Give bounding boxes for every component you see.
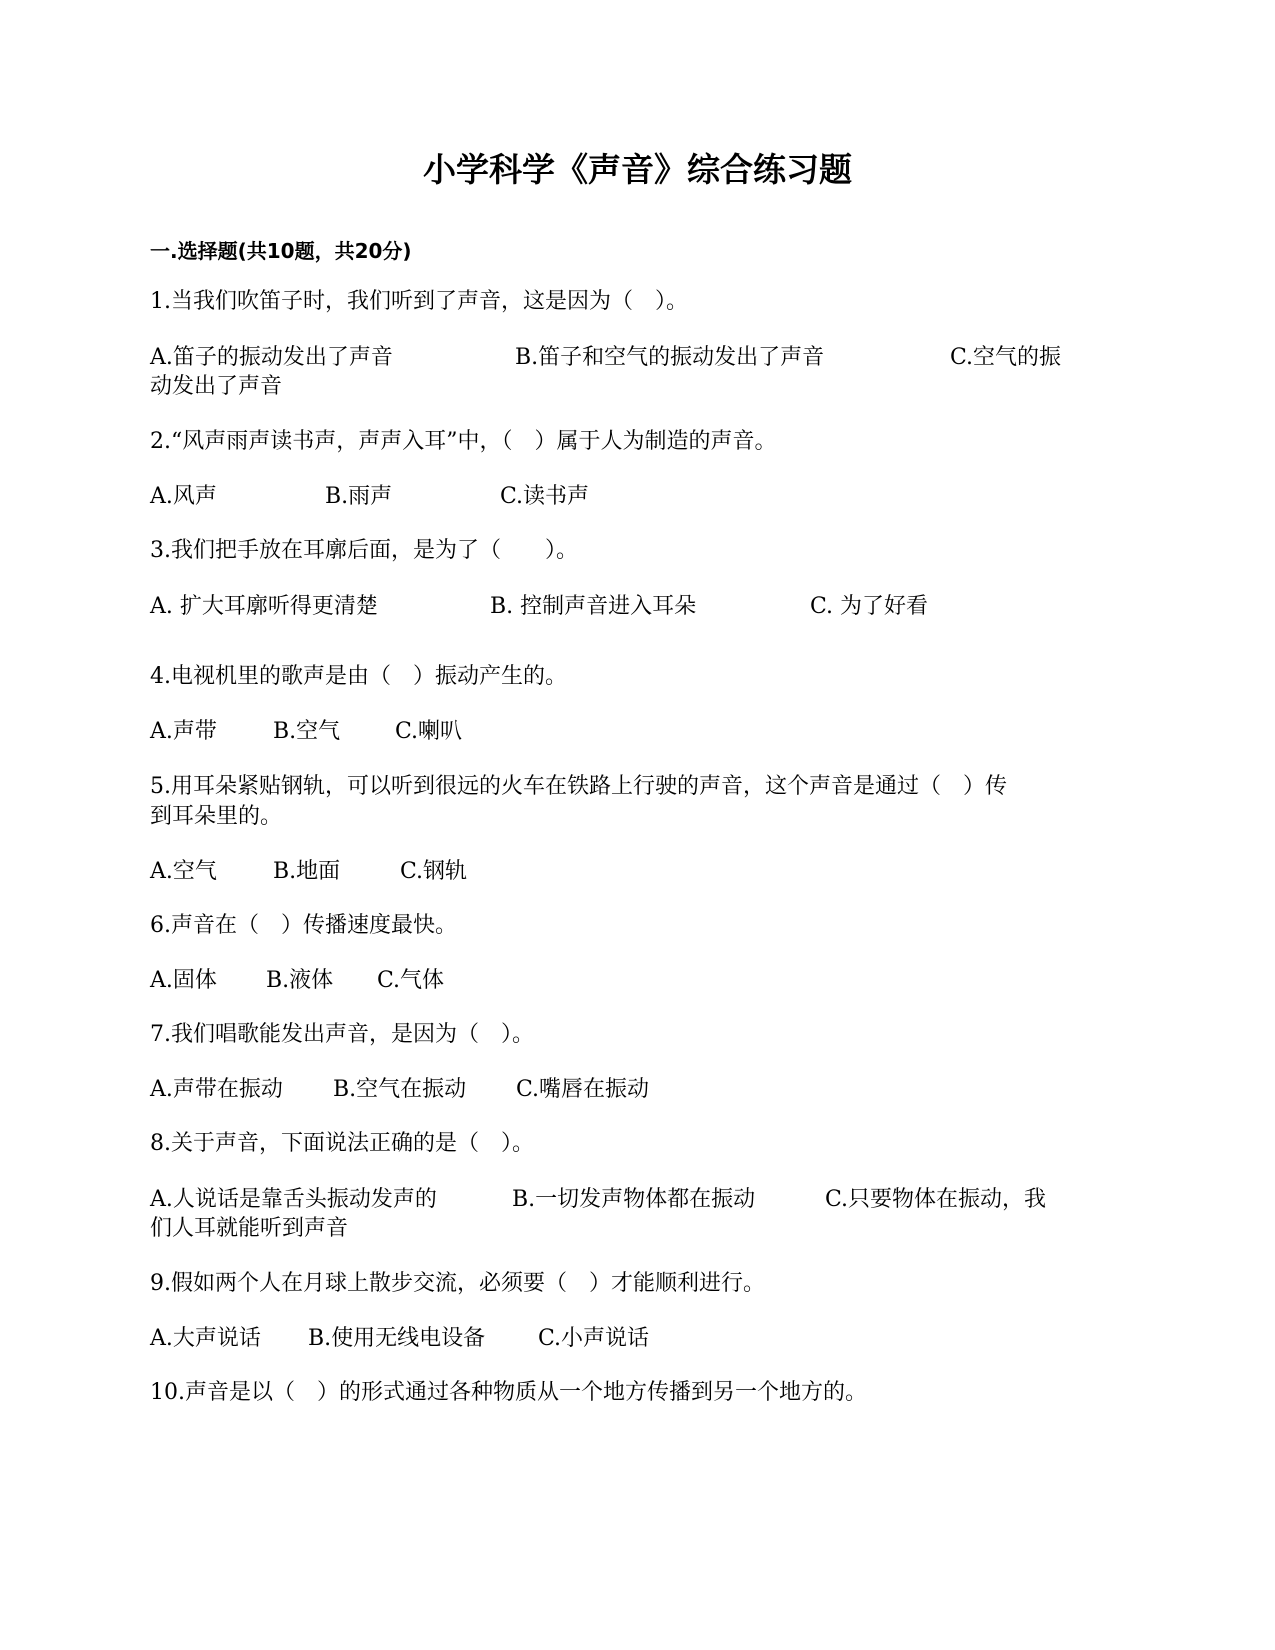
question-7-option-b: B.空气在振动 bbox=[333, 1077, 467, 1102]
question-9-option-b: B.使用无线电设备 bbox=[308, 1326, 486, 1351]
question-4-option-a: A.声带 bbox=[150, 719, 217, 744]
question-1-option-b: B.笛子和空气的振动发出了声音 bbox=[515, 345, 825, 370]
question-4-stem: 4.电视机里的歌声是由（ ）振动产生的。 bbox=[150, 664, 567, 689]
question-4-option-b: B.空气 bbox=[273, 719, 341, 744]
question-6-option-a: A.固体 bbox=[150, 968, 217, 993]
question-1-option-continuation: 动发出了声音 bbox=[150, 374, 283, 399]
question-5-option-b: B.地面 bbox=[273, 859, 341, 884]
question-7-option-a: A.声带在振动 bbox=[150, 1077, 283, 1102]
page-title: 小学科学《声音》综合练习题 bbox=[423, 150, 852, 189]
question-7-stem: 7.我们唱歌能发出声音，是因为（ ）。 bbox=[150, 1022, 534, 1047]
question-9-stem: 9.假如两个人在月球上散步交流，必须要（ ）才能顺利进行。 bbox=[150, 1271, 765, 1296]
question-1-option-c: C.空气的振 bbox=[950, 345, 1062, 370]
question-5-option-a: A.空气 bbox=[150, 859, 217, 884]
question-2-option-a: A.风声 bbox=[150, 484, 217, 509]
question-6-option-c: C.气体 bbox=[377, 968, 445, 993]
question-1-stem: 1.当我们吹笛子时，我们听到了声音，这是因为（ ）。 bbox=[150, 289, 688, 314]
question-3-stem: 3.我们把手放在耳廓后面，是为了（ ）。 bbox=[150, 538, 578, 563]
question-10-stem: 10.声音是以（ ）的形式通过各种物质从一个地方传播到另一个地方的。 bbox=[150, 1380, 867, 1405]
question-8-option-b: B.一切发声物体都在振动 bbox=[512, 1187, 756, 1212]
question-4-option-c: C.喇叭 bbox=[395, 719, 463, 744]
question-2-stem: 2.“风声雨声读书声，声声入耳”中，（ ）属于人为制造的声音。 bbox=[150, 429, 777, 454]
question-9-option-a: A.大声说话 bbox=[150, 1326, 261, 1351]
question-3-option-a: A. 扩大耳廓听得更清楚 bbox=[150, 594, 378, 619]
question-2-option-b: B.雨声 bbox=[325, 484, 393, 509]
question-8-option-continuation: 们人耳就能听到声音 bbox=[150, 1216, 349, 1241]
question-1-option-a: A.笛子的振动发出了声音 bbox=[150, 345, 393, 370]
question-8-option-a: A.人说话是靠舌头振动发声的 bbox=[150, 1187, 437, 1212]
question-3-option-c: C. 为了好看 bbox=[810, 594, 929, 619]
question-5-option-c: C.钢轨 bbox=[400, 859, 468, 884]
question-5-stem: 5.用耳朵紧贴钢轨，可以听到很远的火车在铁路上行驶的声音，这个声音是通过（ ）传 bbox=[150, 774, 1007, 799]
question-3-option-b: B. 控制声音进入耳朵 bbox=[490, 594, 697, 619]
question-7-option-c: C.嘴唇在振动 bbox=[516, 1077, 650, 1102]
question-6-stem: 6.声音在（ ）传播速度最快。 bbox=[150, 913, 457, 938]
question-8-option-c: C.只要物体在振动，我 bbox=[825, 1187, 1047, 1212]
question-5-stem-continuation: 到耳朵里的。 bbox=[150, 804, 283, 829]
question-2-option-c: C.读书声 bbox=[500, 484, 590, 509]
question-6-option-b: B.液体 bbox=[266, 968, 334, 993]
question-8-stem: 8.关于声音，下面说法正确的是（ ）。 bbox=[150, 1131, 534, 1156]
question-9-option-c: C.小声说话 bbox=[538, 1326, 650, 1351]
section-heading: 一.选择题(共10题，共20分) bbox=[150, 239, 412, 263]
